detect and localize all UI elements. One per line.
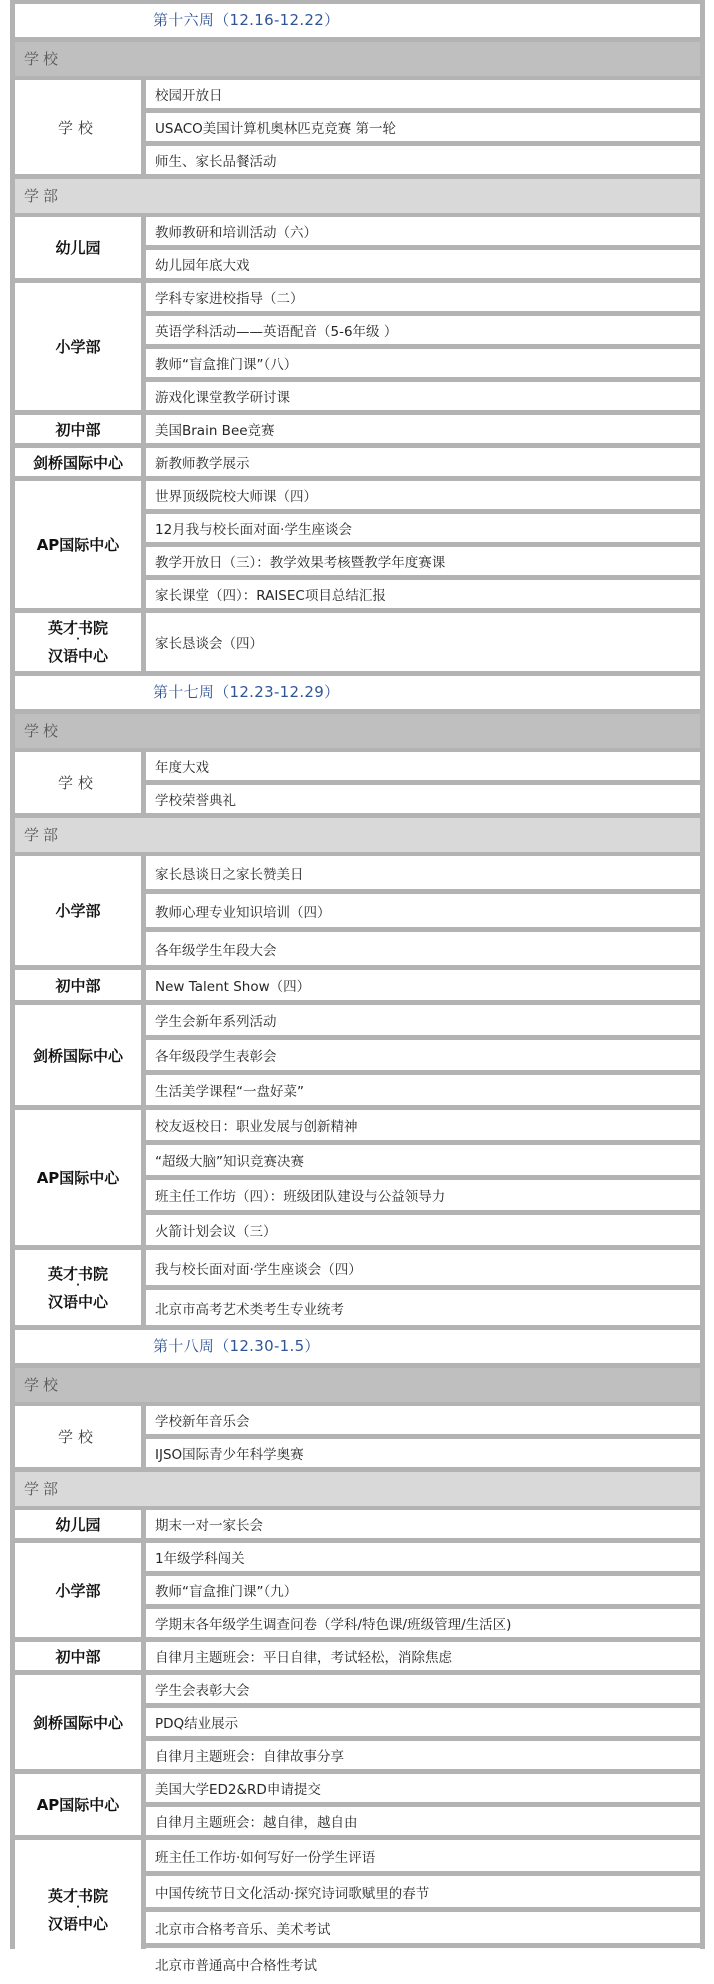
section-header-department: 学部	[15, 1472, 700, 1506]
group-label-two-line	[48, 1264, 108, 1312]
event-item: 中国传统节日文化活动·探究诗词歌赋里的春节	[146, 1876, 700, 1907]
event-item: 12月我与校长面对面·学生座谈会	[146, 514, 700, 542]
event-list	[146, 217, 700, 278]
event-item: 期末一对一家长会	[146, 1510, 700, 1538]
event-list	[146, 1543, 700, 1637]
event-item: 教学开放日（三）：教学效果考核暨教学年度赛课	[146, 547, 700, 575]
event-list	[146, 1510, 700, 1538]
section-header-school: 学校	[15, 1368, 700, 1402]
event-item: New Talent Show（四）	[146, 970, 700, 1000]
event-list	[146, 283, 700, 410]
event-item: 学生会新年系列活动	[146, 1005, 700, 1035]
group-label: 学校	[15, 752, 141, 813]
group-label: 剑桥国际中心	[15, 1005, 141, 1105]
event-item: 生活美学课程“一盘好菜”	[146, 1075, 700, 1105]
group-label	[15, 613, 141, 671]
dept-group	[15, 1250, 700, 1325]
event-item: “超级大脑”知识竞赛决赛	[146, 1145, 700, 1175]
event-list	[146, 448, 700, 476]
event-item: 学校新年音乐会	[146, 1406, 700, 1434]
event-item: 学期末各年级学生调查问卷（学科/特色课/班级管理/生活区)	[146, 1609, 700, 1637]
group-label: AP国际中心	[15, 1110, 141, 1245]
event-item: 教师心理专业知识培训（四）	[146, 894, 700, 927]
dept-group	[15, 1774, 700, 1835]
event-item: 自律月主题班会：平日自律，考试轻松，消除焦虑	[146, 1642, 700, 1670]
event-item: 学生会表彰大会	[146, 1675, 700, 1703]
event-list	[146, 1774, 700, 1835]
event-list	[146, 970, 700, 1000]
group-label	[15, 1250, 141, 1325]
dept-group	[15, 1005, 700, 1105]
dept-group	[15, 1840, 700, 1979]
event-list	[146, 1642, 700, 1670]
event-item: PDQ结业展示	[146, 1708, 700, 1736]
group-label: 学校	[15, 1406, 141, 1467]
event-item: 幼儿园年底大戏	[146, 250, 700, 278]
group-label-line2: 汉语中心	[47, 1914, 108, 1933]
event-item: 家长恳谈日之家长赞美日	[146, 856, 700, 889]
event-item: 家长恳谈会（四）	[146, 613, 700, 671]
event-item: 自律月主题班会：自律故事分享	[146, 1741, 700, 1769]
event-item: 我与校长面对面·学生座谈会（四）	[146, 1250, 700, 1285]
event-list	[146, 1675, 700, 1769]
group-label: 小学部	[15, 856, 141, 965]
event-list	[146, 1110, 700, 1245]
event-list	[146, 1250, 700, 1325]
dept-group	[15, 283, 700, 410]
section-header-department: 学部	[15, 179, 700, 213]
group-label	[15, 1840, 141, 1979]
group-label-two-line	[48, 618, 108, 666]
event-item: 新教师教学展示	[146, 448, 700, 476]
separator-dot: ·	[76, 1901, 80, 1913]
event-item: 游戏化课堂教学研讨课	[146, 382, 700, 410]
group-label: 幼儿园	[15, 217, 141, 278]
event-list	[146, 1005, 700, 1105]
group-label: 初中部	[15, 970, 141, 1000]
dept-group	[15, 1675, 700, 1769]
group-label: 幼儿园	[15, 1510, 141, 1538]
event-item: 1年级学科闯关	[146, 1543, 700, 1571]
event-item: 各年级段学生表彰会	[146, 1040, 700, 1070]
event-item: USACO美国计算机奥林匹克竞赛 第一轮	[146, 113, 700, 141]
dept-group	[15, 1543, 700, 1637]
group-label: 初中部	[15, 1642, 141, 1670]
dept-group	[15, 448, 700, 476]
event-item: 班主任工作坊（四）：班级团队建设与公益领导力	[146, 1180, 700, 1210]
schedule-table	[15, 4, 700, 1984]
group-label-line1: 英才书院	[47, 1264, 108, 1283]
dept-group	[15, 217, 700, 278]
dept-group	[15, 481, 700, 608]
dept-group	[15, 415, 700, 443]
group-label: 初中部	[15, 415, 141, 443]
dept-group	[15, 856, 700, 965]
event-item: IJSO国际青少年科学奥赛	[146, 1439, 700, 1467]
event-list	[146, 80, 700, 174]
event-item: 班主任工作坊·如何写好一份学生评语	[146, 1840, 700, 1871]
group-label-line1: 英才书院	[47, 1886, 108, 1905]
dept-group	[15, 613, 700, 671]
event-list	[146, 1840, 700, 1979]
event-item: 自律月主题班会：越自律，越自由	[146, 1807, 700, 1835]
school-group	[15, 1406, 700, 1467]
event-list	[146, 481, 700, 608]
event-item: 各年级学生年段大会	[146, 932, 700, 965]
event-list	[146, 415, 700, 443]
event-list	[146, 1406, 700, 1467]
separator-dot: ·	[76, 634, 80, 645]
event-item: 教师“盲盒推门课”（九）	[146, 1576, 700, 1604]
event-item: 北京市普通高中合格性考试	[146, 1948, 700, 1979]
event-item: 教师教研和培训活动（六）	[146, 217, 700, 245]
group-label: 小学部	[15, 1543, 141, 1637]
week-header	[15, 1330, 700, 1363]
event-list	[146, 856, 700, 965]
event-item: 世界顶级院校大师课（四）	[146, 481, 700, 509]
dept-group	[15, 1110, 700, 1245]
week-header	[15, 4, 700, 37]
event-item: 年度大戏	[146, 752, 700, 780]
school-group	[15, 80, 700, 174]
event-item: 英语学科活动——英语配音（5-6年级 ）	[146, 316, 700, 344]
event-item: 美国大学ED2&RD申请提交	[146, 1774, 700, 1802]
event-list	[146, 613, 700, 671]
event-item: 学校荣誉典礼	[146, 785, 700, 813]
event-item: 北京市合格考音乐、美术考试	[146, 1912, 700, 1943]
section-header-department: 学部	[15, 818, 700, 852]
event-item: 家长课堂（四）：RAISEC项目总结汇报	[146, 580, 700, 608]
group-label: 小学部	[15, 283, 141, 410]
group-label-line2: 汉语中心	[47, 647, 108, 665]
event-list	[146, 752, 700, 813]
week-header	[15, 676, 700, 709]
group-label: 剑桥国际中心	[15, 1675, 141, 1769]
school-group	[15, 752, 700, 813]
week-title: 第十八周（12.30-1.5）	[153, 1337, 320, 1355]
section-header-school: 学校	[15, 42, 700, 76]
group-label: 剑桥国际中心	[15, 448, 141, 476]
group-label-two-line	[48, 1886, 108, 1934]
group-label: AP国际中心	[15, 481, 141, 608]
dept-group	[15, 1510, 700, 1538]
event-item: 火箭计划会议（三）	[146, 1215, 700, 1245]
group-label: 学校	[15, 80, 141, 174]
group-label-line1: 英才书院	[47, 619, 108, 637]
week-title: 第十七周（12.23-12.29）	[153, 683, 340, 701]
event-item: 校园开放日	[146, 80, 700, 108]
event-item: 校友返校日：职业发展与创新精神	[146, 1110, 700, 1140]
event-item: 北京市高考艺术类考生专业统考	[146, 1290, 700, 1325]
week-title: 第十六周（12.16-12.22）	[153, 11, 340, 29]
event-item: 教师“盲盒推门课”（八）	[146, 349, 700, 377]
dept-group	[15, 1642, 700, 1670]
section-header-school: 学校	[15, 714, 700, 748]
group-label-line2: 汉语中心	[47, 1292, 108, 1311]
dept-group	[15, 970, 700, 1000]
group-label: AP国际中心	[15, 1774, 141, 1835]
separator-dot: ·	[76, 1279, 80, 1291]
event-item: 师生、家长品餐活动	[146, 146, 700, 174]
event-item: 学科专家进校指导（二）	[146, 283, 700, 311]
event-item: 美国Brain Bee竞赛	[146, 415, 700, 443]
